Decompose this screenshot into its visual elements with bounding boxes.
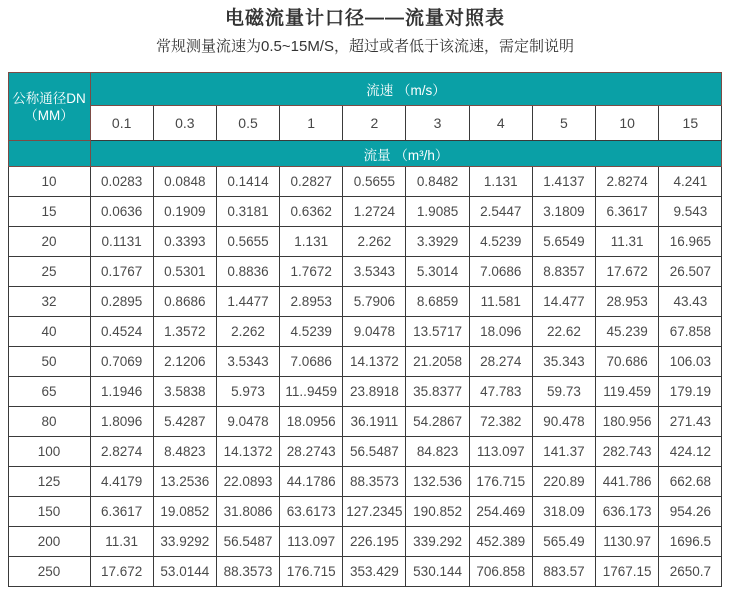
flow-value-cell: 5.7906: [343, 287, 406, 317]
velocity-value-header: 4: [469, 106, 532, 141]
flow-value-cell: 2.1206: [153, 347, 216, 377]
flow-value-cell: 190.852: [406, 497, 469, 527]
corner-header-line1: 公称通径DN: [12, 90, 86, 106]
flow-value-cell: 2.262: [216, 317, 279, 347]
flow-value-cell: 424.12: [659, 437, 722, 467]
table-row: [8, 377, 722, 407]
flow-value-cell: 18.0956: [280, 407, 343, 437]
flow-value-cell: 339.292: [406, 527, 469, 557]
flow-value-cell: 1.4477: [216, 287, 279, 317]
flow-value-cell: 2.8274: [596, 167, 659, 197]
flow-value-cell: 23.8918: [343, 377, 406, 407]
flow-value-cell: 35.8377: [406, 377, 469, 407]
flow-value-cell: 16.965: [659, 227, 722, 257]
flow-value-cell: 3.5343: [343, 257, 406, 287]
velocity-value-header: 0.5: [216, 106, 279, 141]
velocity-value-header: 0.1: [90, 106, 153, 141]
flow-value-cell: 0.1131: [90, 227, 153, 257]
flow-value-cell: 1.131: [280, 227, 343, 257]
velocity-value-header: 1: [280, 106, 343, 141]
velocity-value-header: 10: [596, 106, 659, 141]
flow-value-cell: 6.3617: [90, 497, 153, 527]
flow-value-cell: 113.097: [280, 527, 343, 557]
flow-value-cell: 0.0283: [90, 167, 153, 197]
flow-value-cell: 0.7069: [90, 347, 153, 377]
flow-value-cell: 1.131: [469, 167, 532, 197]
flow-value-cell: 44.1786: [280, 467, 343, 497]
flow-value-cell: 45.239: [596, 317, 659, 347]
flow-value-cell: 11..9459: [280, 377, 343, 407]
flow-value-cell: 2.5447: [469, 197, 532, 227]
flow-value-cell: 1767.15: [596, 557, 659, 587]
flow-value-cell: 3.5343: [216, 347, 279, 377]
flow-value-cell: 70.686: [596, 347, 659, 377]
flow-value-cell: 318.09: [532, 497, 595, 527]
flow-value-cell: 113.097: [469, 437, 532, 467]
flow-value-cell: 59.73: [532, 377, 595, 407]
table-row: [8, 287, 722, 317]
velocity-unit-header: 流速 （m/s）: [90, 73, 722, 106]
flow-value-cell: 4.5239: [280, 317, 343, 347]
flow-value-cell: 84.823: [406, 437, 469, 467]
table-row: [8, 437, 722, 467]
table-row: [8, 257, 722, 287]
flow-value-cell: 1130.97: [596, 527, 659, 557]
flow-value-cell: 28.2743: [280, 437, 343, 467]
flow-value-cell: 47.783: [469, 377, 532, 407]
dn-cell: 65: [8, 377, 90, 407]
velocity-value-header: 0.3: [153, 106, 216, 141]
dn-cell: 125: [8, 467, 90, 497]
dn-cell: 25: [8, 257, 90, 287]
flow-value-cell: 7.0686: [469, 257, 532, 287]
flow-value-cell: 179.19: [659, 377, 722, 407]
flow-value-cell: 35.343: [532, 347, 595, 377]
flow-value-cell: 7.0686: [280, 347, 343, 377]
flow-value-cell: 176.715: [469, 467, 532, 497]
velocity-value-header: 15: [659, 106, 722, 141]
flow-value-cell: 28.274: [469, 347, 532, 377]
flow-value-cell: 3.3929: [406, 227, 469, 257]
flow-value-cell: 141.37: [532, 437, 595, 467]
flow-value-cell: 0.5301: [153, 257, 216, 287]
flow-value-cell: 0.5655: [343, 167, 406, 197]
flow-value-cell: 282.743: [596, 437, 659, 467]
flow-value-cell: 5.6549: [532, 227, 595, 257]
dn-cell: 32: [8, 287, 90, 317]
dn-cell: 50: [8, 347, 90, 377]
table-row: [8, 227, 722, 257]
flow-value-cell: 9.0478: [343, 317, 406, 347]
flow-value-cell: 0.3181: [216, 197, 279, 227]
flow-value-cell: 706.858: [469, 557, 532, 587]
flow-value-cell: 5.4287: [153, 407, 216, 437]
dn-cell: 150: [8, 497, 90, 527]
flow-value-cell: 8.6859: [406, 287, 469, 317]
flow-value-cell: 54.2867: [406, 407, 469, 437]
flow-value-cell: 19.0852: [153, 497, 216, 527]
flow-value-cell: 0.3393: [153, 227, 216, 257]
flow-value-cell: 5.973: [216, 377, 279, 407]
flow-value-cell: 1.8096: [90, 407, 153, 437]
flow-value-cell: 271.43: [659, 407, 722, 437]
flow-value-cell: 17.672: [596, 257, 659, 287]
flow-value-cell: 63.6173: [280, 497, 343, 527]
flow-value-cell: 254.469: [469, 497, 532, 527]
flow-header-row: [8, 141, 722, 167]
flow-value-cell: 0.0636: [90, 197, 153, 227]
flow-value-cell: 88.3573: [343, 467, 406, 497]
flow-value-cell: 8.8357: [532, 257, 595, 287]
velocity-value-header: 3: [406, 106, 469, 141]
dn-cell: 20: [8, 227, 90, 257]
flow-value-cell: 0.2895: [90, 287, 153, 317]
flow-value-cell: 9.543: [659, 197, 722, 227]
flow-value-cell: 452.389: [469, 527, 532, 557]
flow-value-cell: 4.241: [659, 167, 722, 197]
flow-value-cell: 226.195: [343, 527, 406, 557]
dn-cell: 250: [8, 557, 90, 587]
flow-value-cell: 31.8086: [216, 497, 279, 527]
flow-value-cell: 5.3014: [406, 257, 469, 287]
flow-value-cell: 1.1946: [90, 377, 153, 407]
flow-unit-header: 流量 （m³/h）: [90, 141, 722, 167]
flow-value-cell: 0.8482: [406, 167, 469, 197]
velocity-value-header: 2: [343, 106, 406, 141]
flow-value-cell: 1.9085: [406, 197, 469, 227]
flow-value-cell: 132.536: [406, 467, 469, 497]
flow-value-cell: 9.0478: [216, 407, 279, 437]
flow-value-cell: 67.858: [659, 317, 722, 347]
flow-value-cell: 565.49: [532, 527, 595, 557]
flow-value-cell: 3.1809: [532, 197, 595, 227]
flow-value-cell: 6.3617: [596, 197, 659, 227]
flow-value-cell: 11.31: [596, 227, 659, 257]
dn-cell: 40: [8, 317, 90, 347]
flow-value-cell: 8.4823: [153, 437, 216, 467]
dn-cell: 200: [8, 527, 90, 557]
flow-value-cell: 0.1414: [216, 167, 279, 197]
flow-value-cell: 22.0893: [216, 467, 279, 497]
flow-value-cell: 17.672: [90, 557, 153, 587]
flow-value-cell: 3.5838: [153, 377, 216, 407]
flow-value-cell: 1.3572: [153, 317, 216, 347]
flow-value-cell: 119.459: [596, 377, 659, 407]
flow-value-cell: 106.03: [659, 347, 722, 377]
flow-value-cell: 21.2058: [406, 347, 469, 377]
flow-value-cell: 0.8836: [216, 257, 279, 287]
page-subtitle: 常规测量流速为0.5~15M/S，超过或者低于该流速，需定制说明: [156, 38, 574, 55]
table-row: [8, 317, 722, 347]
flow-value-cell: 13.5717: [406, 317, 469, 347]
flow-value-cell: 56.5487: [216, 527, 279, 557]
flow-value-cell: 0.4524: [90, 317, 153, 347]
flow-value-cell: 180.956: [596, 407, 659, 437]
velocity-value-header: 5: [532, 106, 595, 141]
velocity-header-row: [8, 73, 722, 106]
table-row: [8, 407, 722, 437]
flow-value-cell: 0.1767: [90, 257, 153, 287]
table-row: [8, 347, 722, 377]
flow-value-cell: 13.2536: [153, 467, 216, 497]
flow-value-cell: 176.715: [280, 557, 343, 587]
flow-header-spacer: [8, 141, 90, 167]
flow-value-cell: 1696.5: [659, 527, 722, 557]
flow-value-cell: 0.0848: [153, 167, 216, 197]
flow-value-cell: 88.3573: [216, 557, 279, 587]
flow-value-cell: 4.4179: [90, 467, 153, 497]
flow-value-cell: 0.8686: [153, 287, 216, 317]
flow-value-cell: 18.096: [469, 317, 532, 347]
flow-value-cell: 28.953: [596, 287, 659, 317]
flow-value-cell: 4.5239: [469, 227, 532, 257]
flow-value-cell: 441.786: [596, 467, 659, 497]
velocity-values-row: [8, 106, 722, 141]
flow-value-cell: 662.68: [659, 467, 722, 497]
dn-cell: 10: [8, 167, 90, 197]
flow-value-cell: 1.4137: [532, 167, 595, 197]
flow-value-cell: 72.382: [469, 407, 532, 437]
dn-cell: 100: [8, 437, 90, 467]
table-row: [8, 467, 722, 497]
flow-value-cell: 636.173: [596, 497, 659, 527]
flow-value-cell: 26.507: [659, 257, 722, 287]
flow-value-cell: 530.144: [406, 557, 469, 587]
flow-value-cell: 220.89: [532, 467, 595, 497]
flow-value-cell: 954.26: [659, 497, 722, 527]
page: [0, 6, 730, 587]
flow-value-cell: 56.5487: [343, 437, 406, 467]
flow-value-cell: 33.9292: [153, 527, 216, 557]
corner-header-line2: （MM）: [24, 107, 74, 123]
flow-value-cell: 11.581: [469, 287, 532, 317]
flow-value-cell: 53.0144: [153, 557, 216, 587]
table-row: [8, 557, 722, 587]
flow-value-cell: 14.1372: [343, 347, 406, 377]
page-title: 电磁流量计口径——流量对照表: [224, 8, 505, 29]
flow-value-cell: 0.2827: [280, 167, 343, 197]
flow-rate-table: [8, 72, 723, 587]
dn-cell: 15: [8, 197, 90, 227]
corner-header-dn: [8, 73, 90, 141]
flow-value-cell: 0.6362: [280, 197, 343, 227]
flow-value-cell: 36.1911: [343, 407, 406, 437]
flow-value-cell: 22.62: [532, 317, 595, 347]
flow-value-cell: 127.2345: [343, 497, 406, 527]
flow-value-cell: 11.31: [90, 527, 153, 557]
flow-value-cell: 353.429: [343, 557, 406, 587]
flow-value-cell: 14.1372: [216, 437, 279, 467]
flow-value-cell: 0.5655: [216, 227, 279, 257]
flow-value-cell: 883.57: [532, 557, 595, 587]
flow-value-cell: 2.8953: [280, 287, 343, 317]
flow-value-cell: 43.43: [659, 287, 722, 317]
table-row: [8, 527, 722, 557]
flow-value-cell: 2.262: [343, 227, 406, 257]
table-row: [8, 497, 722, 527]
dn-cell: 80: [8, 407, 90, 437]
flow-value-cell: 2650.7: [659, 557, 722, 587]
flow-value-cell: 2.8274: [90, 437, 153, 467]
flow-value-cell: 0.1909: [153, 197, 216, 227]
flow-value-cell: 1.2724: [343, 197, 406, 227]
flow-value-cell: 1.7672: [280, 257, 343, 287]
flow-value-cell: 14.477: [532, 287, 595, 317]
table-row: [8, 167, 722, 197]
table-row: [8, 197, 722, 227]
flow-value-cell: 90.478: [532, 407, 595, 437]
